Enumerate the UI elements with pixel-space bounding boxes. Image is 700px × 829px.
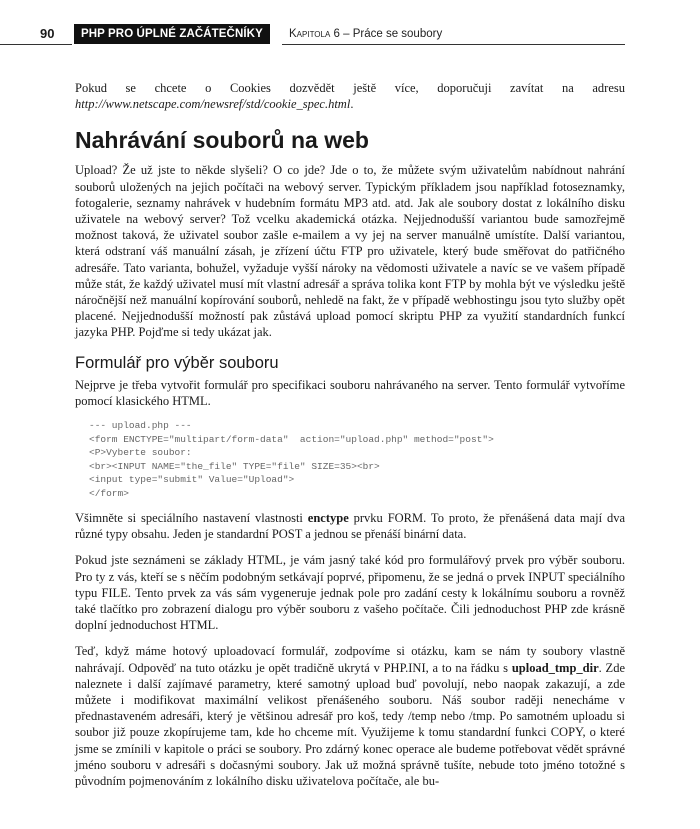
series-title-badge: PHP PRO ÚPLNÉ ZAČÁTEČNÍKY — [74, 24, 270, 44]
code-line: </form> — [89, 487, 129, 499]
code-line: --- upload.php --- — [89, 420, 192, 432]
code-line: <br><INPUT NAME="the_file" TYPE="file" SIZE=35><br> — [89, 460, 380, 472]
page-number: 90 — [40, 26, 55, 41]
cookie-spec-url: http://www.netscape.com/newsref/std/cookie_spec.html — [75, 97, 351, 112]
intro-paragraph — [75, 80, 625, 112]
page-body — [75, 80, 625, 799]
code-line: <form ENCTYPE="multipart/form-data" action="upload.php" method="post"> — [89, 433, 494, 445]
running-header — [0, 24, 700, 50]
header-rule-left — [0, 44, 72, 45]
upload-dir-text: Teď, když máme hotový uploadovací formulář, zodpovíme si otázku, kam se nám ty soubory vlastně nahrávají. Odpověď na tuto otázku je opět tradičně ukrytá v PHP.INI, a to na řádku s — [75, 644, 625, 675]
html-input-paragraph: Pokud jste seznámeni se základy HTML, je vám jasný také kód pro formulářový prvek pro výběr souboru. Pro ty z vás, kteří se s něčím podobným setkávají poprvé, připomenu, že se jedná o prvek INPUT speciálního typu FILE. Tento prvek za vás sám vygeneruje jednak pole pro zadání cesty k lokálnímu souboru a rovněž také tlačítko pro zobrazení dialogu pro výběr souboru z vašeho počítače. Čili jednoduchost PHP zde krásně doplní jednoduchost HTML. — [75, 553, 625, 633]
upload-intro-paragraph: Upload? Že už jste to někde slyšeli? O co jde? Jde o to, že můžete svým uživatelům nabídnout nahrání souborů uložených na jejich počítači na webový server. Typickým příkladem jsou například fotoseznamky, fotogalerie, seznamy nahrávek v hudebním formátu MP3 atd. atd. Jak ale soubory dostat z lokálního disku uživatele na webový server? Tož vcelku akademická otázka. Nejjednodušší variantou bude samozřejmě možnost taková, že uživatel soubor zašle e-mailem a vy jej na server manuálně umístíte. Další variantou, která odstraní váš manuální zásah, je zřízení účtu FTP pro uživatele, který bude směřovat do patřičného adresáře. Tato varianta, bohužel, vyžaduje vyšší nároky na vědomosti uživatele a navíc se ve vašem případě může stát, že každý uživatel musí mít vlastní adresář a správa tolika kont FTP by mohla být ve výsledku ještě náročnější než manuální kopírování souborů, nehledě na fakt, že v případě webhostingu jsou tyto služby opět placené. Nejjednodušší možností pak zůstává upload pomocí skriptu PHP za využití standardních funkcí jazyka PHP. Pojďme si tedy ukázat jak. — [75, 163, 625, 340]
code-line: <input type="submit" Value="Upload"> — [89, 474, 295, 486]
subsection-title: Formulář pro výběr souboru — [75, 353, 279, 372]
intro-text: Pokud se chcete o Cookies dozvědět ještě více, doporučuji zavítat na adresu — [75, 81, 625, 95]
chapter-label — [289, 28, 442, 40]
form-intro-paragraph: Nejprve je třeba vytvořit formulář pro specifikaci souboru nahrávaného na server. Tento formulář vytvoříme pomocí klasického HTML. — [75, 377, 625, 408]
section-title: Nahrávání souborů na web — [75, 127, 369, 154]
chapter-title: 6 – Práce se soubory — [330, 28, 443, 40]
chapter-prefix: Kapitola — [289, 28, 331, 40]
upload-dir-paragraph — [75, 643, 625, 789]
upload-dir-text-end: . Zde naleznete i další zajímavé parametry, které samotný upload buď povolují, nebo naopak zakazují, a zde můžete i modifikovat maximální velikost přenášeného souboru. Náš soubor raději nenecháme v přednastaveném adresáři, který je většinou adresář pro koš, tedy /temp nebo /tmp. Po samotném uploadu si soubor již pouze zkopírujeme tam, kde ho chceme mít. Využijeme k tomu standardní funkci COPY, o které jsme se zmínili v kapitole o práci se soubory. Pro zdárný konec operace ale budeme potřebovat vědět správné jméno souboru v adresáři s dočasnými soubory. Jak už možná správně tušíte, nebude toto jméno totožné s původním pojmenováním z lokálního disku uživatelova počítače, ale bu- — [75, 660, 625, 789]
code-listing — [89, 419, 625, 500]
enctype-keyword: enctype — [307, 511, 349, 526]
enctype-text: Všimněte si speciálního nastavení vlastnosti — [75, 511, 308, 526]
upload-tmp-dir-keyword: upload_tmp_dir — [511, 660, 599, 675]
code-line: <P>Vyberte soubor: — [89, 447, 192, 459]
enctype-paragraph — [75, 510, 625, 542]
intro-text-end: . — [350, 97, 354, 112]
enctype-text-end: prvku FORM. To proto, že přenášená data mají dva různé typy obsahu. Jeden je standardní POST a jednou se přenáší binární data. — [75, 511, 625, 542]
header-rule-right — [282, 44, 625, 45]
